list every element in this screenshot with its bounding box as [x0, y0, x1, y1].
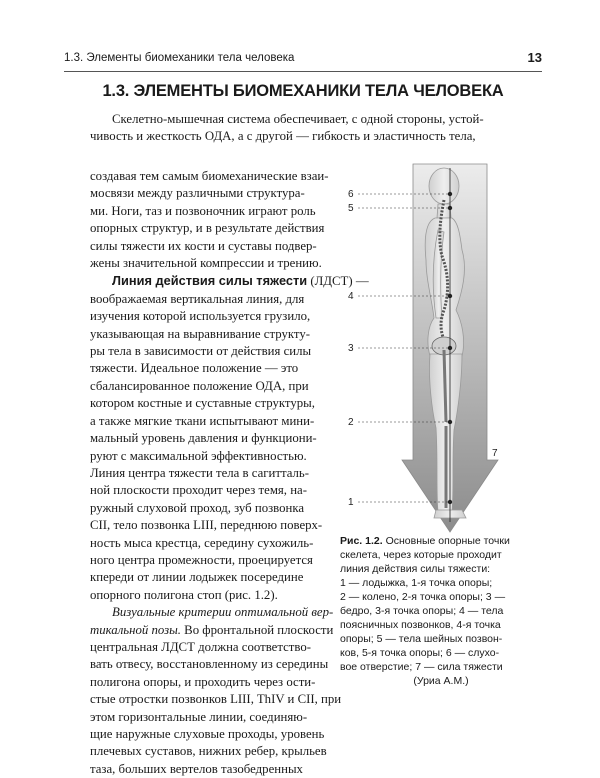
text-line: этом горизонтальные линии, соединяю- — [90, 709, 308, 724]
caption-line: 1 — лодыжка, 1-я точка опоры; — [340, 577, 493, 589]
caption-title: Рис. 1.2. — [340, 535, 383, 547]
text-line: вать отвесу, восстановленному из середины — [90, 657, 329, 672]
caption-line: бедро, 3-я точка опоры; 4 — тела — [340, 605, 504, 617]
text-line: ры тела в зависимости от действия силы — [90, 344, 312, 359]
femur — [444, 350, 446, 422]
caption-line — [340, 534, 542, 548]
text-line: воображаемая вертикальная линия, для — [90, 291, 305, 306]
text-line: изучения которой используется грузило, — [90, 309, 311, 324]
text-line: создавая тем самым биомеханические взаи- — [90, 169, 329, 183]
marker-label-1: 1 — [348, 497, 354, 508]
intro-paragraph — [90, 111, 541, 146]
text-line: тяжести. Идеальное положение — это — [90, 361, 299, 376]
caption-line: линия действия силы тяжести: — [340, 563, 491, 575]
caption-line: 2 — колено, 2-я точка опоры; 3 — — [340, 591, 506, 603]
marker-label-6: 6 — [348, 189, 354, 200]
text-line: ность мыса крестца, середину сухожиль- — [90, 535, 314, 550]
figure-1-2 — [340, 160, 540, 540]
text-line: Визуальные критерии оптимальной вер- — [112, 605, 334, 620]
text-line: ного центра промежности, проецируется — [90, 552, 313, 567]
section-heading: 1.3. ЭЛЕМЕНТЫ БИОМЕХАНИКИ ТЕЛА ЧЕЛОВЕКА — [102, 82, 504, 100]
header-rule — [64, 71, 542, 72]
term-continuation: (ЛДСТ) — — [307, 274, 369, 289]
text-line: жены значительной компрессии и трению. — [90, 256, 322, 271]
caption-line: ков, 5-я точка опоры; 6 — слухо- — [340, 647, 500, 659]
paragraph-1 — [90, 168, 336, 272]
text-line: плечевых суставов, нижних ребер, крыльев — [90, 744, 327, 759]
text-line — [90, 272, 369, 290]
text-line: центральная ЛДСТ должна соответство- — [90, 639, 311, 654]
running-header — [64, 50, 542, 68]
text-line: полигона опоры, и проходить через ости- — [90, 674, 316, 689]
paragraph-3 — [90, 604, 342, 778]
figure-caption — [340, 534, 542, 688]
marker-label-2: 2 — [348, 417, 354, 428]
text-line: а также мягкие ткани испытывают мини- — [90, 413, 315, 428]
caption-line: поясничных позвонков, 4-я точка — [340, 619, 501, 631]
paragraph-2 — [90, 272, 369, 604]
text-line: опорного полигона стоп (рис. 1.2). — [90, 587, 278, 602]
text-line: ружный слуховой проход, зуб позвонка — [90, 500, 305, 515]
main-text-column — [90, 168, 369, 778]
text-line: мальный уровень давления и функциони- — [90, 431, 317, 446]
caption-line: скелета, через которые проходит — [340, 549, 502, 561]
text-line: мосвязи между различными структура- — [90, 186, 305, 201]
marker-label-4: 4 — [348, 291, 354, 302]
text-line: CII, тело позвонка LIII, переднюю поверх- — [90, 518, 323, 533]
text-line: кпереди от линии лодыжек посередине — [90, 570, 304, 585]
marker-label-3: 3 — [348, 343, 354, 354]
text-line: указывающая на выравнивание структу- — [90, 326, 310, 341]
page-number: 13 — [527, 50, 542, 65]
text-line: ми. Ноги, таз и позвоночник играют роль — [90, 203, 316, 218]
text-line: стые отростки позвонков LIII, ThIV и CII, при — [90, 692, 342, 707]
text-line: котором костные и суставные структуры, — [90, 396, 315, 411]
text-line: Линия центра тяжести тела в сагитталь- — [90, 465, 310, 480]
text-line: силы тяжести их кости и суставы подвер- — [90, 238, 317, 253]
line-continuation: Во фронтальной плоскости — [180, 622, 334, 637]
caption-line: вое отверстие; 7 — сила тяжести — [340, 661, 503, 673]
text-line — [90, 622, 336, 639]
arrow-label-7: 7 — [492, 448, 498, 459]
text-line: ной плоскости проходит через темя, на- — [90, 483, 307, 498]
term-ldst: Линия действия силы тяжести — [112, 273, 308, 289]
running-header-title: 1.3. Элементы биомеханики тела человека — [64, 52, 295, 64]
text-line: таза, больших вертелов тазобедренных — [90, 761, 303, 776]
text-line: сбалансированное положение ОДА, при — [90, 378, 309, 393]
text-line: чивость и жесткость ОДА, а с другой — гибкость и эластичность тела, — [90, 129, 476, 144]
text-line: опорных структур, и в результате действия — [90, 221, 325, 236]
caption-line: опоры; 5 — тела шейных позвон- — [340, 633, 503, 645]
caption-first-rest: Основные опорные точки — [382, 535, 510, 547]
caption-credit: (Уриа А.М.) — [413, 675, 469, 687]
marker-label-5: 5 — [348, 203, 354, 214]
posture-diagram — [340, 160, 540, 540]
text-line: Скелетно-мышечная система обеспечивает, с одной стороны, устой- — [112, 112, 484, 126]
italic-phrase: тикальной позы. — [90, 622, 181, 637]
text-line: руют с максимальной эффективностью. — [90, 448, 307, 463]
text-line: щие наружные слуховые проходы, уровень — [90, 727, 325, 741]
